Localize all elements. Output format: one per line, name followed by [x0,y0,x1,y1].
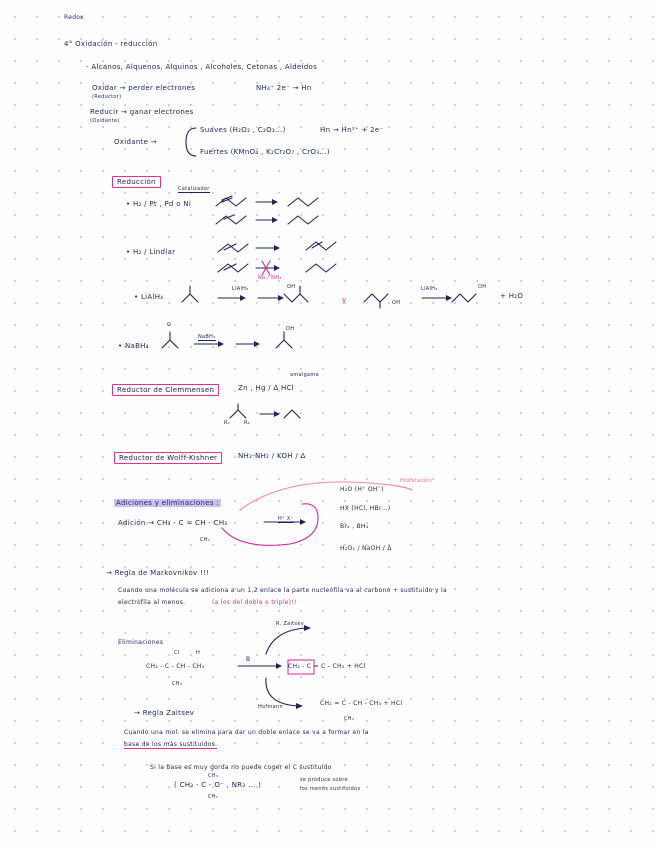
adicion-molecule: Adición → CH₃ - C = CH - CH₃ [118,519,228,527]
oxidante-suaves: Suaves (H₂O₂ , C₂O₃...) [200,126,286,134]
nota-text-2: ( CH₃ - C - O⁻ , NR₃ ... ) [174,781,262,789]
nota-ch3-b: CH₃ [208,794,219,800]
clemmensen-r1: R₁ [224,420,231,426]
elim-base: B [246,656,251,663]
reduccion-lialh4: • LiAlH₄ [134,293,164,301]
catalizador-note: Catalizador [178,186,210,192]
section-heading: 4° Oxidación - reducción [64,40,158,48]
adicion-arrows [200,476,433,556]
reduccion-pt: • H₂ / Pt , Pd o Ni [126,200,192,208]
water-reagent: H₂O (H⁺ OH⁻) [340,486,384,493]
markovnikov-text-1: Cuando una molécula se adiciona a un 1,2 enlace la parte nucleófila va al carbono + sustituido y la [118,587,447,594]
nota-text-3: se produce sobre [300,777,348,783]
elim-right-molecule: CH₃ - C = C - CH₃ + HCl [288,663,366,670]
oxidar-def: Oxidar → perder electrones [92,84,196,92]
reduccion-pt-scheme [212,190,342,230]
zaitsev-text-2: base de los más sustituidos. [124,741,218,748]
oxidante-label: Oxidante → [114,138,157,146]
adiciones-label: Adiciones y eliminaciones : [116,499,219,507]
h2o2-reagent: H₂O₂ / NaOH / Δ [340,545,392,552]
nota-ch3-a: CH₃ [208,773,219,779]
elim-second-ch3: CH₃ [344,716,355,722]
lialh4-cond-2: LiAlH₄ [421,286,438,292]
reduccion-label: Reducción [112,176,161,188]
elim-left-ch3: CH₃ [172,681,183,687]
nota-text-1: Si la base es muy gorda no puede coger el C sustituido [150,764,332,771]
oxidar-sub: (Reductor) [92,94,122,100]
elim-second-molecule: CH₂ = C - CH - CH₃ + HCl [320,700,403,707]
oxidante-fuertes: Fuertes (KMnO₄ , K₂Cr₂O₇ , CrO₃...) [200,148,330,156]
alcohol-oh: OH [478,284,487,290]
acid-oh: OH [392,300,401,306]
lialh4-oh: OH [287,284,296,290]
eliminaciones-label: Eliminaciones [118,639,164,646]
adicion-hx: H⁺ X⁻ [278,516,294,522]
clemmensen-amalgama: amalgama [290,372,319,378]
plus-y: y [342,296,347,304]
nota-text-4: los menos sustituidos [300,786,361,792]
adicion-ch3: CH₃ [200,537,211,543]
wolff-label: Reductor de Wolff-Kishner [114,452,222,464]
na-nh3-note: Na / NH₃ [258,275,282,281]
oxidante-brace [182,124,202,160]
clemmensen-reagent: Zn , Hg / Δ HCl [238,384,295,392]
zaitsev-arrow-label: R. Zaitsev [276,621,304,627]
nabh4-o: O [167,322,172,328]
nabh4-oh: OH [286,326,295,332]
reducir-def: Reducir → ganar electrones [90,108,194,116]
hofmann-label: Hofmann [258,704,283,710]
reducir-sub: (Oxidante) [90,118,120,124]
clemmensen-scheme [222,400,322,430]
reduccion-nabh4: • NaBH₄ [118,342,149,350]
zaitsev-text-1: Cuando una mol. se elimina para dar un doble enlace se va a formar en la [124,729,369,736]
lialh4-water: + H₂O [500,292,524,300]
page-title: Redox [64,14,84,21]
clemmensen-label: Reductor de Clemmensen [112,384,219,396]
hidratacion-note: Hidratación [400,478,433,484]
families-list: - Alcanos, Alquenos, Alquinos , Alcoholes, Cetonas , Aldeídos [86,63,318,71]
elim-h: H [196,650,201,656]
elim-left-molecule: CH₃ - C - CH - CH₃ [146,663,205,670]
lialh4-cond-1: LiAlH₄ [232,286,249,292]
br2-reagent: Br₂ , BH₃ [340,523,369,530]
markovnikov-text-2: electrófila al menos. [118,599,186,606]
oxidar-equation: NH₄⁺ 2e⁻ → Hn [256,84,312,92]
clemmensen-r2: R₂ [244,420,251,426]
elim-cl: Cl [174,650,180,656]
wolff-reagent: NH₂-NH₂ / KOH / Δ [238,452,306,460]
reduccion-lindlar-scheme [212,236,352,278]
markovnikov-text-pink: (a los del doble o triple)!! [212,599,297,606]
hx-reagents: HX (HCl, HBr...) [340,505,391,512]
suaves-equation: Hn → Hn²⁺ + 2e⁻ [320,126,384,134]
nabh4-cond: NaBH₄ [198,334,216,340]
reduccion-lindlar: • H₂ / Lindlar [126,248,176,256]
markovnikov-rule-title: → Regla de Markovnikov !!! [106,569,210,577]
zaitsev-rule-title: → Regla Zaitsev [134,709,195,717]
